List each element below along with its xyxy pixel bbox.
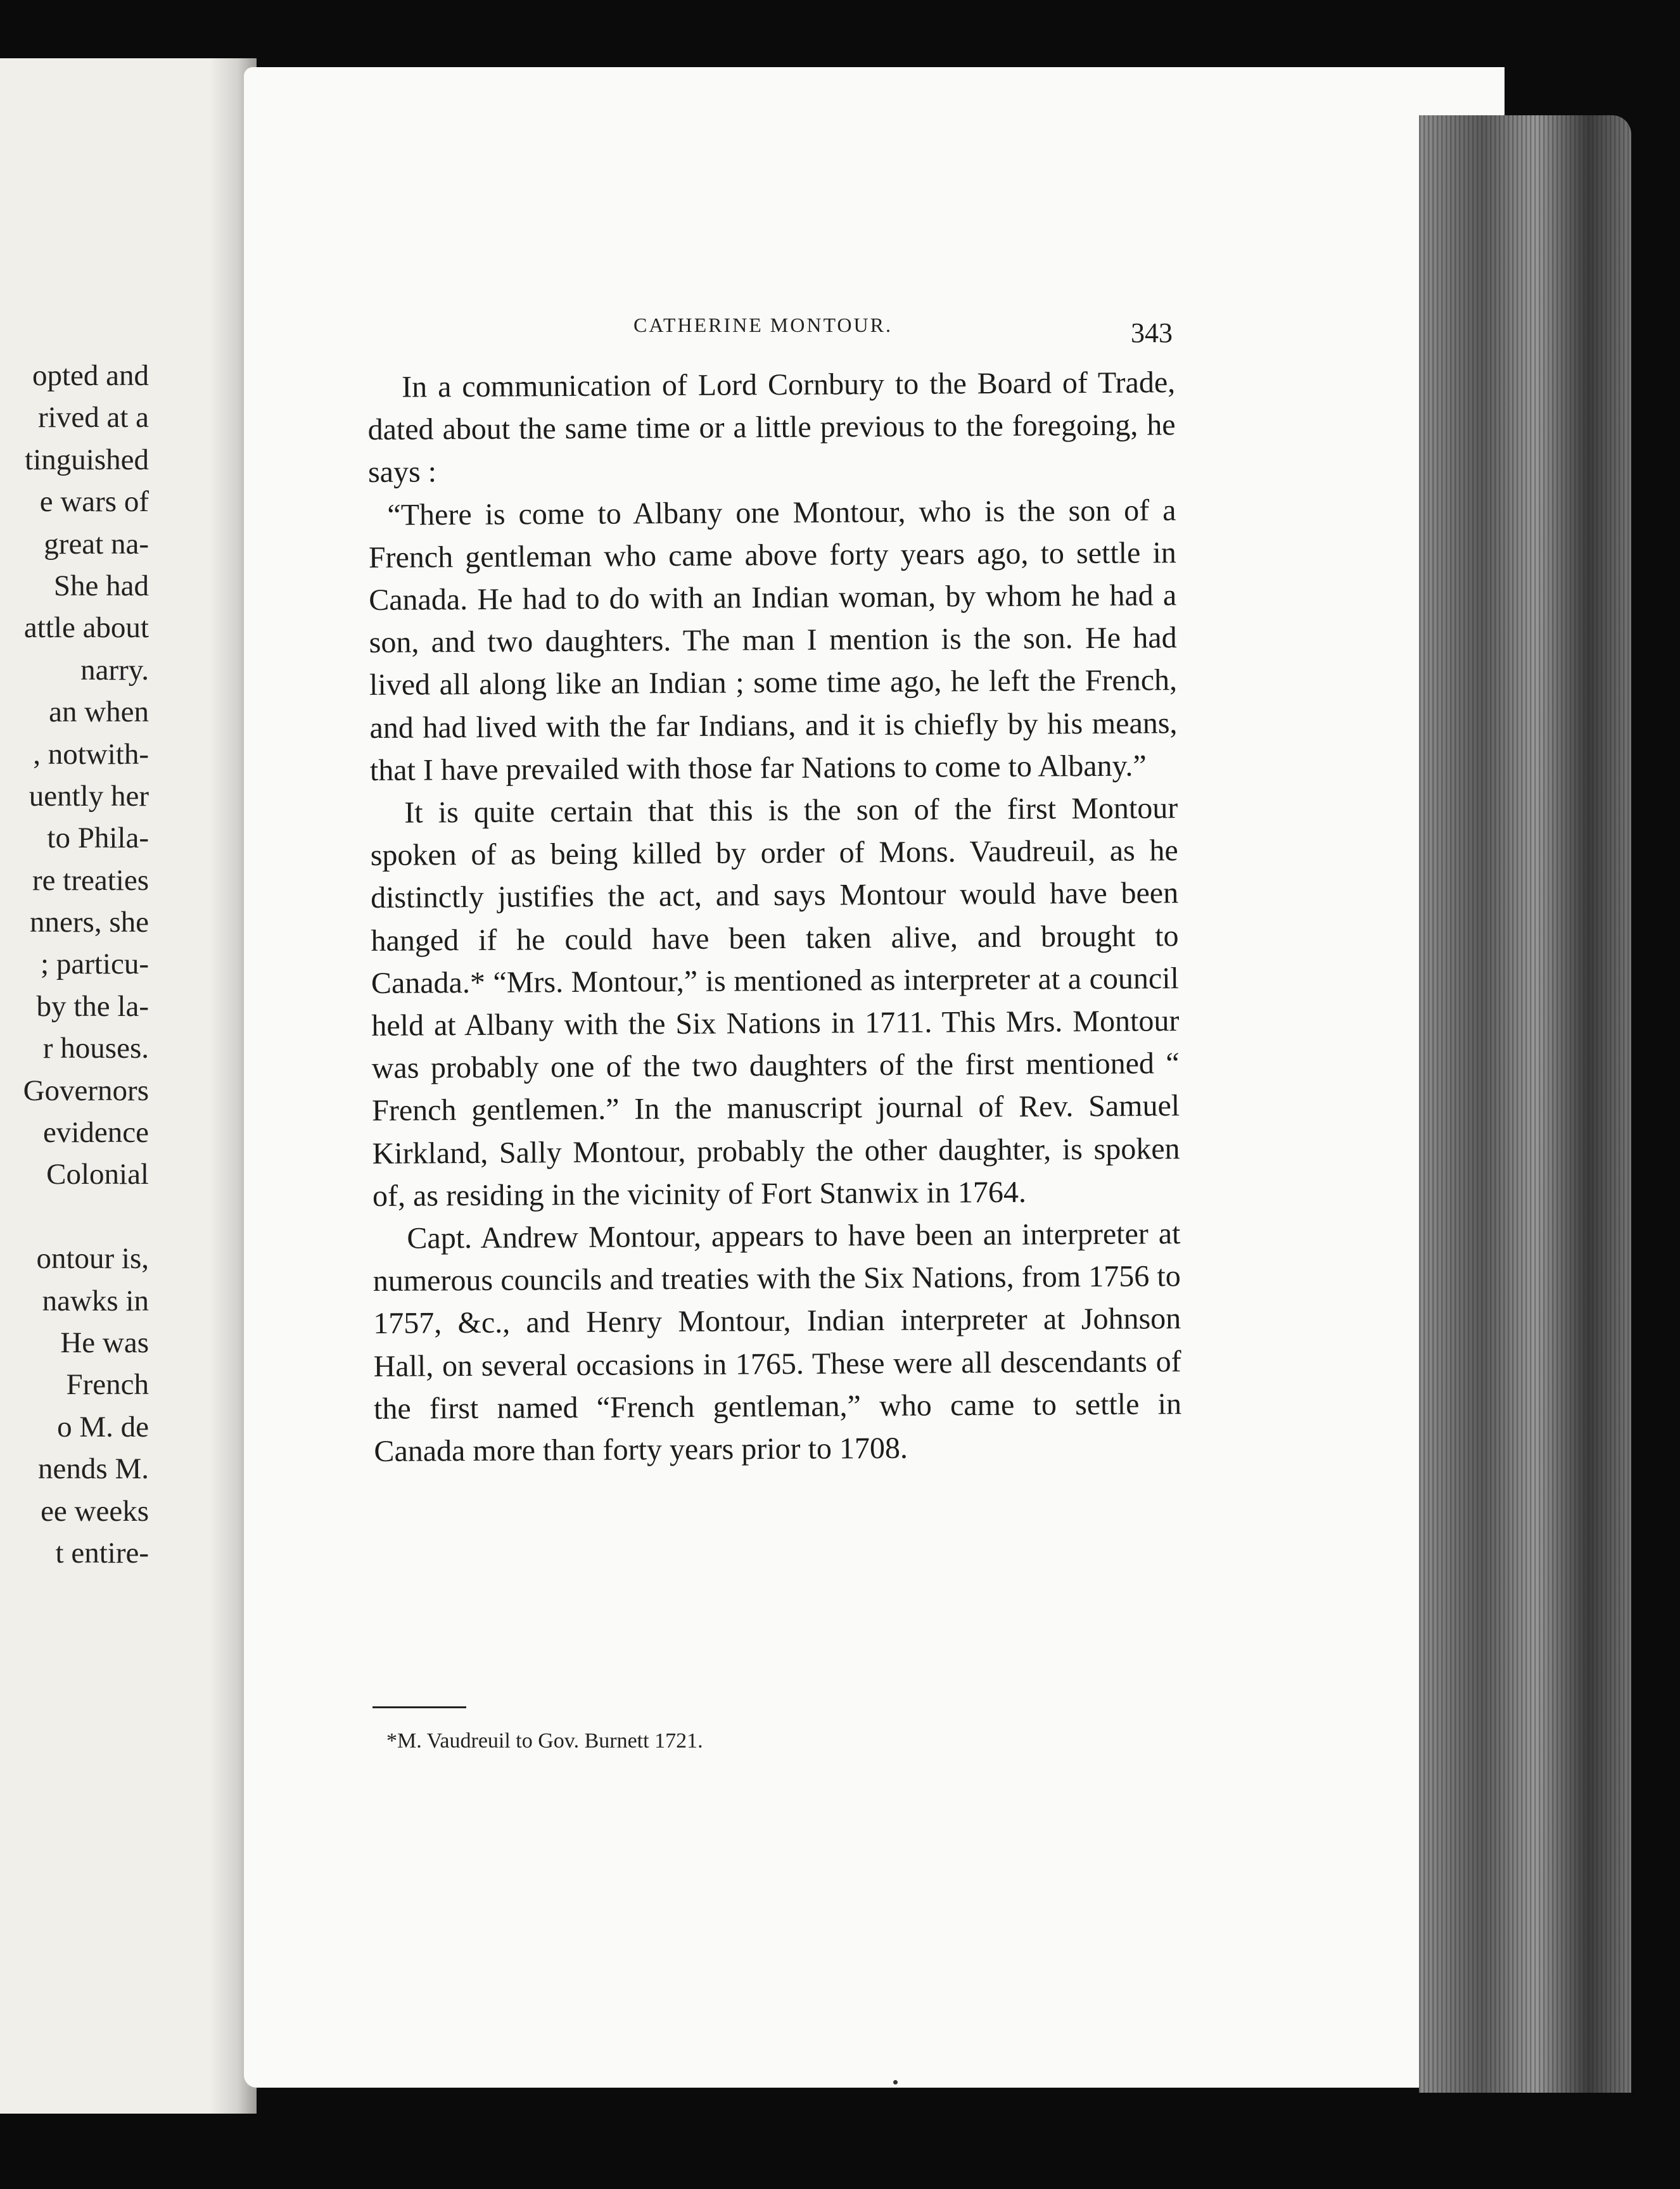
paragraph: Capt. Andrew Montour, appears to have been an interpreter at numerous councils and treaties with the Six Nations, from 1756 to 1757, &c., and Henry Montour, Indian interpreter at Johnson Hall, on several occasions in 1765. These were all descendants of the first named “French gentleman,” who came to settle in Canada more than forty years prior to 1708. bbox=[372, 1217, 1182, 1469]
body-text bbox=[367, 361, 1182, 1473]
left-line: r houses. bbox=[42, 1032, 149, 1065]
left-page-text bbox=[23, 355, 149, 1574]
left-line: t entire- bbox=[55, 1536, 149, 1570]
left-line: attle about bbox=[23, 611, 149, 645]
left-line: nners, she bbox=[30, 906, 149, 939]
left-line: Colonial bbox=[46, 1158, 149, 1191]
left-line: rived at a bbox=[38, 401, 149, 435]
page-number: 343 bbox=[1131, 317, 1173, 348]
left-line: ee weeks bbox=[41, 1494, 149, 1528]
ink-speck bbox=[893, 2080, 898, 2084]
left-line: ; particu- bbox=[41, 948, 149, 981]
left-line: to Phila- bbox=[47, 822, 149, 855]
paragraph: In a communication of Lord Cornbury to the Board of Trade, dated about the same time or a little previous to the foregoing, he says : bbox=[367, 365, 1176, 490]
left-line: o M. de bbox=[57, 1410, 149, 1443]
left-line: nends M. bbox=[38, 1452, 149, 1486]
left-line: e wars of bbox=[39, 485, 149, 519]
page-edges bbox=[1419, 115, 1631, 2093]
running-head: CATHERINE MONTOUR. bbox=[633, 314, 893, 336]
left-page bbox=[0, 58, 257, 2114]
left-line: by the la- bbox=[36, 989, 149, 1023]
left-line: Governors bbox=[23, 1074, 149, 1107]
left-line: great na- bbox=[44, 527, 149, 561]
left-line: opted and bbox=[32, 359, 149, 392]
left-line: ontour is, bbox=[36, 1242, 149, 1276]
left-line: uently her bbox=[29, 779, 149, 813]
left-line: He was bbox=[60, 1326, 149, 1359]
left-line: re treaties bbox=[32, 863, 149, 897]
left-line bbox=[23, 1196, 149, 1238]
footnote-rule bbox=[372, 1706, 466, 1708]
left-line: French bbox=[66, 1368, 149, 1402]
left-line: narry. bbox=[80, 653, 149, 687]
quotation-paragraph: “There is come to Albany one Montour, who is the son of a French gentleman who came above forty years ago, to settle in Canada. He had to do with an Indian woman, by whom he had a son, and two daughters. The man I mention is the son. He had lived all along like an Indian ; some time ago, he left the French, and had lived with the far Indians, and it is chiefly by his means, that I have prevailed with those far Nations to come to Albany.” bbox=[368, 493, 1178, 787]
paragraph: It is quite certain that this is the son of the first Montour spoken of as being killed by order of Mons. Vaudreuil, as he distinctly justifies the act, and says Montour would have been hanged if he could have been taken alive, and brought to Canada.* “Mrs. Montour,” is mentioned as interpreter at a council held at Albany with the Six Nations in 1711. This Mrs. Montour was probably one of the two daughters of the first mentioned “ French gentlemen.” In the manuscript journal of Rev. Samuel Kirkland, Sally Montour, probably the other daughter, is spoken of, as residing in the vicinity of Fort Stanwix in 1764. bbox=[370, 791, 1180, 1213]
left-line: , notwith- bbox=[33, 737, 149, 771]
left-line: an when bbox=[49, 695, 149, 729]
left-line: nawks in bbox=[42, 1284, 149, 1317]
left-line: tinguished bbox=[25, 443, 149, 476]
left-line: She had bbox=[53, 569, 149, 602]
footnote: *M. Vaudreuil to Gov. Burnett 1721. bbox=[386, 1729, 703, 1753]
left-line: evidence bbox=[42, 1116, 149, 1150]
